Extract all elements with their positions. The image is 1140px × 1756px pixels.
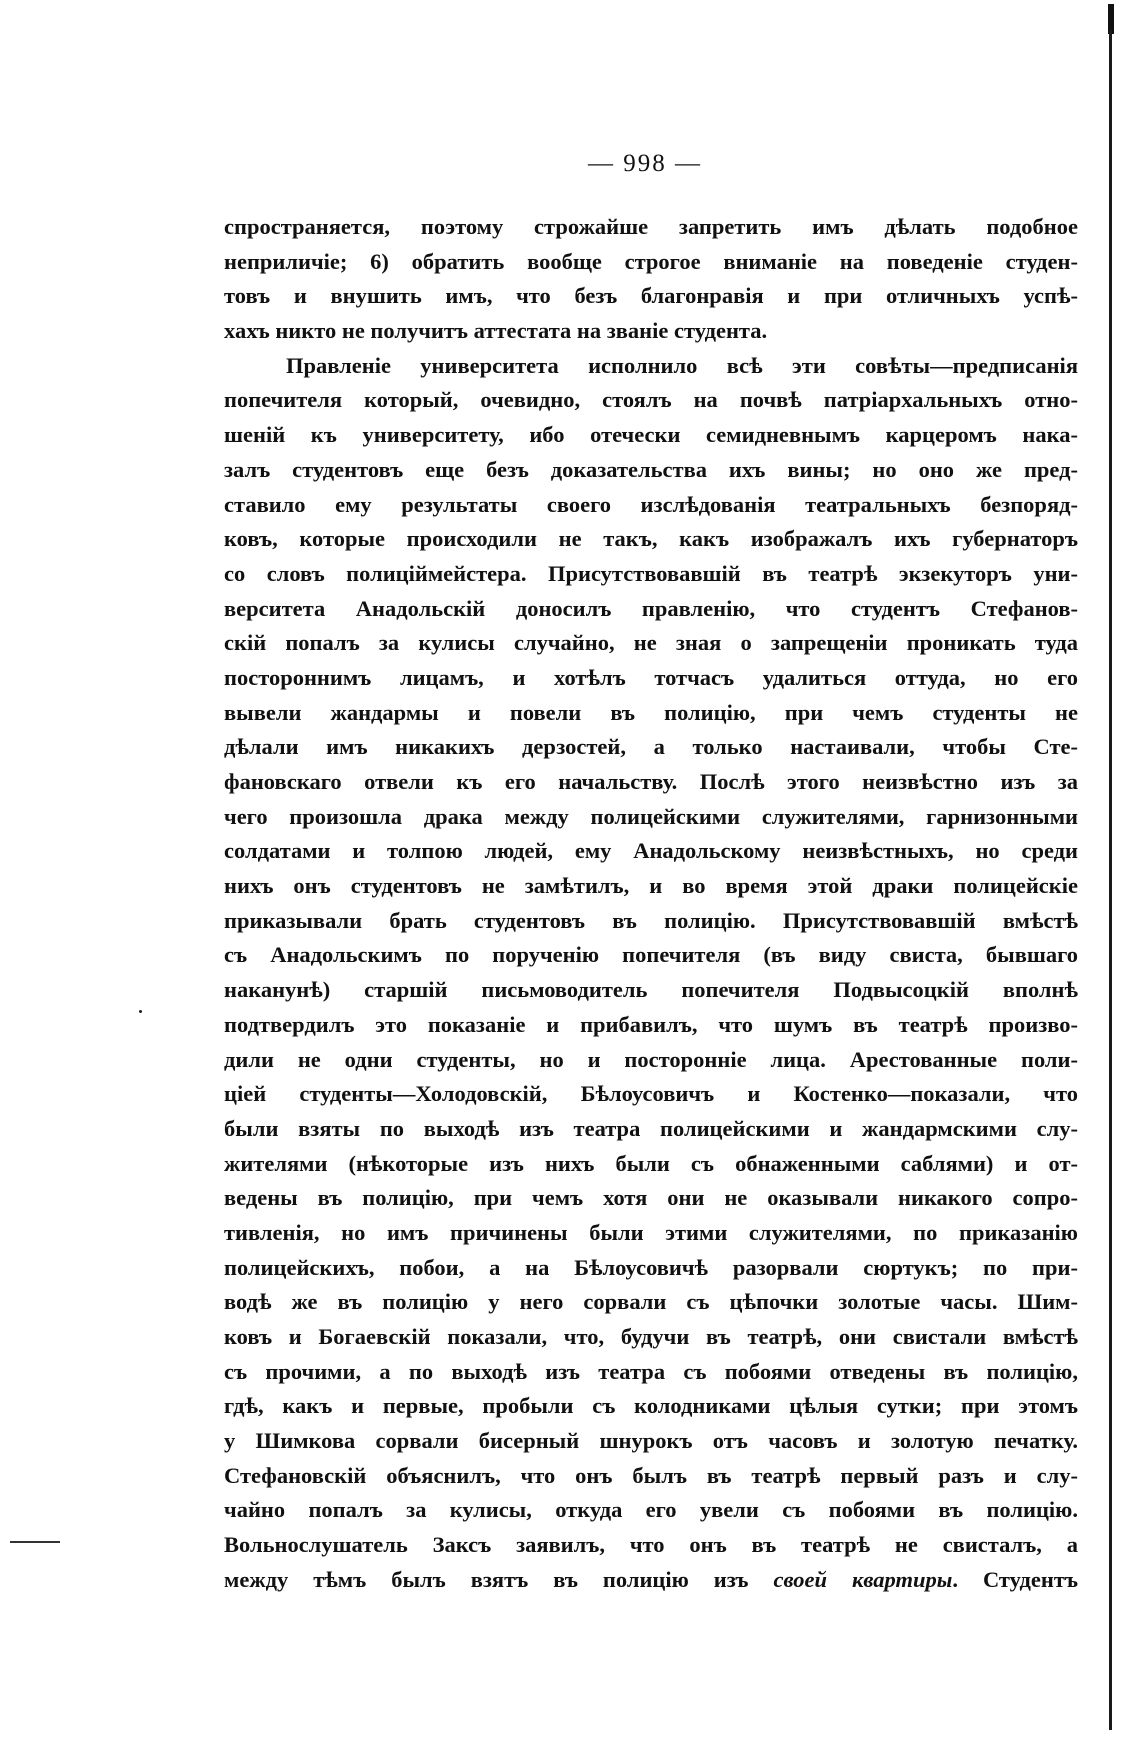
text-line: скій попалъ за кулисы случайно, не зная о запрещеніи проникать туда	[224, 630, 1078, 656]
text-line: тивленія, но имъ причинены были этими служителями, по приказанію	[224, 1219, 1078, 1245]
text-line: фановскаго отвели къ его начальству. Послѣ этого неизвѣстно изъ за	[224, 769, 1078, 794]
text-line: Вольнослушатель Заксъ заявилъ, что онъ въ театрѣ не свисталъ, а	[224, 1532, 1078, 1558]
text-line: гдѣ, какъ и первые, пробыли съ колодниками цѣлыя сутки; при этомъ	[224, 1393, 1078, 1419]
text-line: водѣ же въ полицію у него сорвали съ цѣпочки золотые часы. Шим-	[224, 1289, 1078, 1315]
emphasis-text: своей квартиры	[773, 1566, 953, 1592]
text-line: дѣлали имъ никакихъ дерзостей, а только настаивали, чтобы Сте-	[224, 734, 1078, 760]
text-line: ковъ, которые происходили не такъ, какъ изображалъ ихъ губернаторъ	[224, 526, 1078, 552]
text-line: ставило ему результаты своего изслѣдованія театральныхъ безпоряд-	[224, 491, 1078, 517]
text-line: Стефановскій объяснилъ, что онъ былъ въ театрѣ первый разъ и слу-	[224, 1462, 1078, 1488]
text-line: съ Анадольскимъ по порученію попечителя (въ виду свиста, бывшаго	[224, 942, 1078, 968]
text-line: ціей студенты—Холодовскій, Бѣлоусовичъ и Костенко—показали, что	[224, 1081, 1078, 1107]
text-line: шеній къ университету, ибо отечески семидневнымъ карцеромъ нака-	[224, 422, 1078, 448]
text-line: дили не одни студенты, но и посторонніе лица. Арестованные поли-	[224, 1046, 1078, 1072]
text-line: товъ и внушить имъ, что безъ благонравія и при отличныхъ успѣ-	[224, 283, 1078, 309]
speck	[139, 1010, 142, 1013]
text-line: солдатами и толпою людей, ему Анадольскому неизвѣстныхъ, но среди	[224, 838, 1078, 864]
text-line: нихъ онъ студентовъ не замѣтилъ, и во время этой драки полицейскіе	[224, 873, 1078, 899]
text-line: чего произошла драка между полицейскими служителями, гарнизонными	[224, 803, 1078, 829]
scratch-mark	[10, 1541, 60, 1543]
text-line: полицейскихъ, побои, а на Бѣлоусовичѣ разорвали сюртукъ; по при-	[224, 1254, 1078, 1280]
text-line: ведены въ полицію, при чемъ хотя они не оказывали никакого сопро-	[224, 1185, 1078, 1211]
text-line: подтвердилъ это показаніе и прибавилъ, что шумъ въ театрѣ произво-	[224, 1011, 1078, 1037]
text-line: съ прочими, а по выходѣ изъ театра съ побоями отведены въ полицію,	[224, 1358, 1078, 1384]
text-line: приказывали брать студентовъ въ полицію. Присутствовавшій вмѣстѣ	[224, 907, 1078, 933]
text-line: неприличіе; 6) обратить вообще строгое вниманіе на поведеніе студен-	[224, 248, 1078, 274]
text-line: спространяется, поэтому строжайше запретить имъ дѣлать подобное	[224, 214, 1078, 239]
text-fragment: . Студентъ	[952, 1566, 1078, 1592]
text-line: Правленіе университета исполнило всѣ эти совѣты—предписанія	[286, 352, 1078, 378]
page-number: — 998 —	[588, 150, 702, 177]
text-line: у Шимкова сорвали бисерный шнурокъ отъ часовъ и золотую печатку.	[224, 1428, 1078, 1454]
text-line: были взяты по выходѣ изъ театра полицейскими и жандармскими слу-	[224, 1115, 1078, 1141]
text-line: попечителя который, очевидно, стоялъ на почвѣ патріархальныхъ отно-	[224, 387, 1078, 413]
body-text	[224, 210, 1078, 1598]
text-line: постороннимъ лицамъ, и хотѣлъ тотчасъ удалиться оттуда, но его	[224, 664, 1078, 690]
text-line: чайно попалъ за кулисы, откуда его увели съ побоями въ полицію.	[224, 1497, 1078, 1523]
text-fragment: между тѣмъ былъ взятъ въ полицію изъ	[224, 1566, 774, 1592]
page-edge	[1109, 30, 1112, 1730]
text-line-last	[224, 1563, 1078, 1598]
text-line: вывели жандармы и повели въ полицію, при чемъ студенты не	[224, 699, 1078, 725]
text-line: хахъ никто не получитъ аттестата на званіе студента.	[224, 318, 768, 344]
text-line: верситета Анадольскій доносилъ правленію, что студентъ Стефанов-	[224, 595, 1078, 621]
text-line: со словъ полиціймейстера. Присутствовавшій въ театрѣ экзекуторъ уни-	[224, 560, 1078, 586]
text-line: залъ студентовъ еще безъ доказательства ихъ вины; но оно же пред-	[224, 456, 1078, 482]
text-line: ковъ и Богаевскій показали, что, будучи въ театрѣ, они свистали вмѣстѣ	[224, 1324, 1078, 1349]
text-line: наканунѣ) старшій письмоводитель попечителя Подвысоцкій вполнѣ	[224, 977, 1078, 1003]
text-line: жителями (нѣкоторые изъ нихъ были съ обнаженными саблями) и от-	[224, 1150, 1078, 1176]
